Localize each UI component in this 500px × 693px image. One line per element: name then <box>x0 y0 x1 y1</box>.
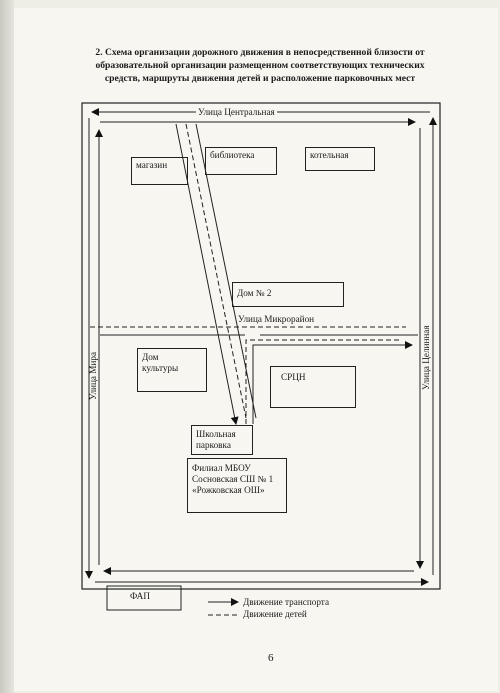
street-tselinnaya-label: Улица Целинная <box>421 325 431 390</box>
building-srtsn <box>270 366 356 408</box>
building-magazin <box>131 157 188 185</box>
heading-line-3: средств, маршруты движения детей и расположение парковочных мест <box>104 73 416 84</box>
building-kotelnaya <box>305 147 375 171</box>
school-line-1: Филиал МБОУ <box>192 463 251 473</box>
building-dom-kultury <box>137 348 207 392</box>
street-central-label: Улица Центральная <box>198 107 275 117</box>
dom-kultury-line-2: культуры <box>142 363 179 373</box>
dom-kultury-line-1: Дом <box>142 352 159 362</box>
school-parking <box>191 425 253 455</box>
school-building <box>187 458 287 513</box>
page-number: 6 <box>268 652 274 664</box>
building-biblioteka <box>205 147 277 175</box>
school-line-2: Сосновская СШ № 1 <box>192 474 274 484</box>
magazin-label: магазин <box>136 160 168 170</box>
dom2-label: Дом № 2 <box>237 288 272 298</box>
legend-children-label: Движение детей <box>243 609 307 619</box>
street-mira-label: Улица Мира <box>88 351 98 400</box>
biblioteka-label: библиотека <box>210 150 255 160</box>
legend-transport-label: Движение транспорта <box>243 597 330 607</box>
parking-line-2: парковка <box>196 440 231 450</box>
fap-label: ФАП <box>130 591 150 601</box>
building-dom2 <box>232 282 344 307</box>
mikrorayon-street <box>90 327 418 335</box>
heading-line-2: образовательной организации размещенном соответствующих технических <box>95 60 425 71</box>
kotelnaya-label: котельная <box>310 150 349 160</box>
parking-line-1: Школьная <box>196 429 236 439</box>
srtsn-label: СРЦН <box>281 372 306 382</box>
school-line-3: «Рожковская ОШ» <box>192 485 265 495</box>
street-mikrorayon-label: Улица Микрорайон <box>238 314 315 324</box>
heading-line-1: 2. Схема организации дорожного движения в непосредственной близости от <box>95 47 425 58</box>
